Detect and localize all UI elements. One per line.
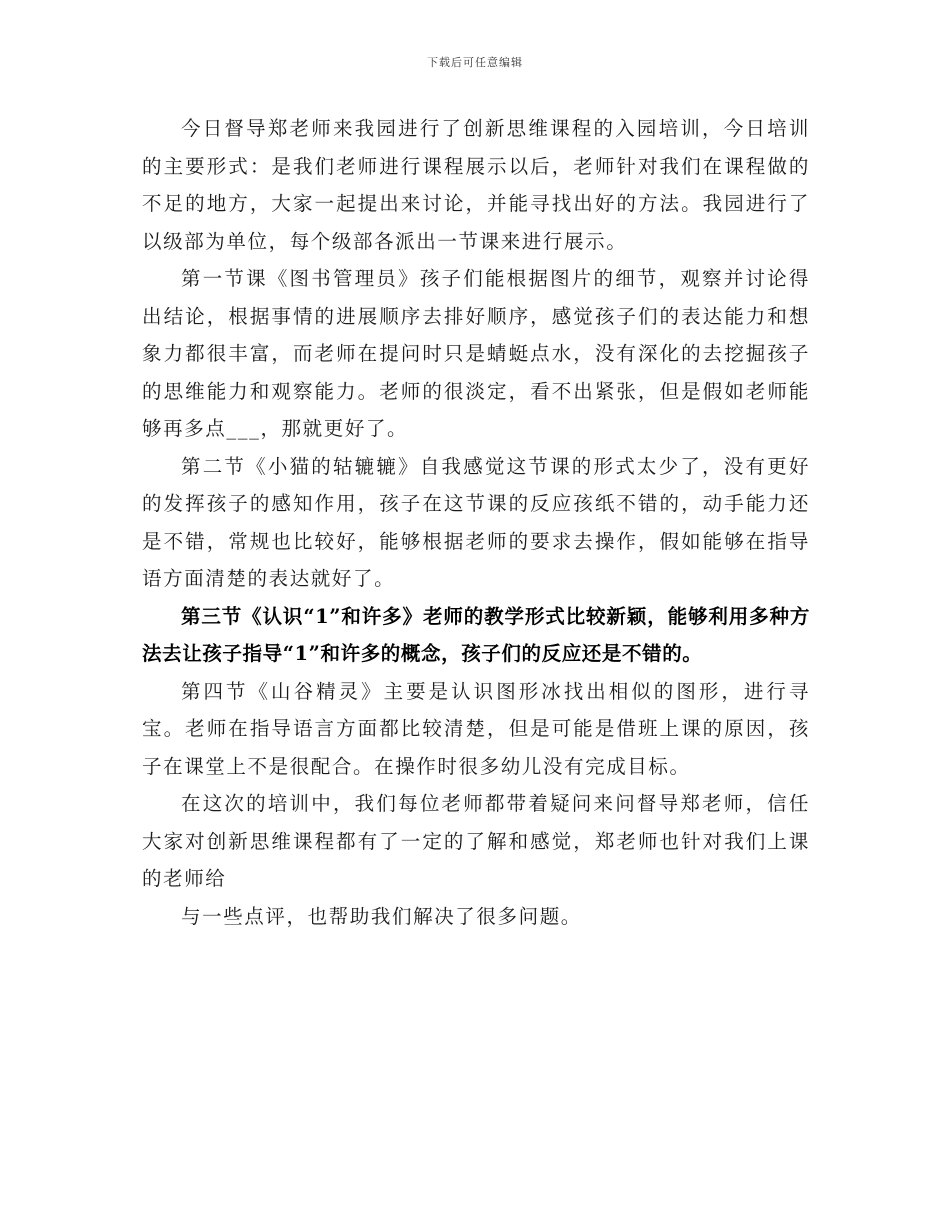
document-body: [142, 110, 810, 935]
paragraph-summary: 在这次的培训中，我们每位老师都带着疑问来问督导郑老师，信任大家对创新思维课程都有了一定的了解和感觉，郑老师也针对我们上课的老师给: [142, 792, 810, 890]
paragraph-lesson-3: 第三节《认识“1”和许多》老师的教学形式比较新颖，能够利用多种方法去让孩子指导“1”和许多的概念，孩子们的反应还是不错的。: [142, 604, 810, 665]
page-header: 下载后可任意编辑: [427, 56, 523, 69]
paragraph-lesson-4: 第四节《山谷精灵》主要是认识图形冰找出相似的图形，进行寻宝。老师在指导语言方面都比较清楚，但是可能是借班上课的原因，孩子在课堂上不是很配合。在操作时很多幼儿没有完成目标。: [142, 679, 810, 778]
paragraph-intro: 今日督导郑老师来我园进行了创新思维课程的入园培训，今日培训的主要形式：是我们老师进行课程展示以后，老师针对我们在课程做的不足的地方，大家一起提出来讨论，并能寻找出好的方法。我园进行了以级部为单位，每个级部各派出一节课来进行展示。: [142, 117, 810, 253]
paragraph-lesson-1: 第一节课《图书管理员》孩子们能根据图片的细节，观察并讨论得出结论，根据事情的进展顺序去排好顺序，感觉孩子们的表达能力和想象力都很丰富，而老师在提问时只是蜻蜓点水，没有深化的去挖掘孩子的思维能力和观察能力。老师的很淡定，看不出紧张，但是假如老师能够再多点___，那就更好了。: [142, 267, 810, 440]
paragraph-lesson-2: 第二节《小猫的轱辘辘》自我感觉这节课的形式太少了，没有更好的发挥孩子的感知作用，孩子在这节课的反应孩纸不错的，动手能力还是不错，常规也比较好，能够根据老师的要求去操作，假如能够在指导语方面清楚的表达就好了。: [142, 454, 810, 590]
paragraph-closing: 与一些点评，也帮助我们解决了很多问题。: [181, 904, 582, 928]
